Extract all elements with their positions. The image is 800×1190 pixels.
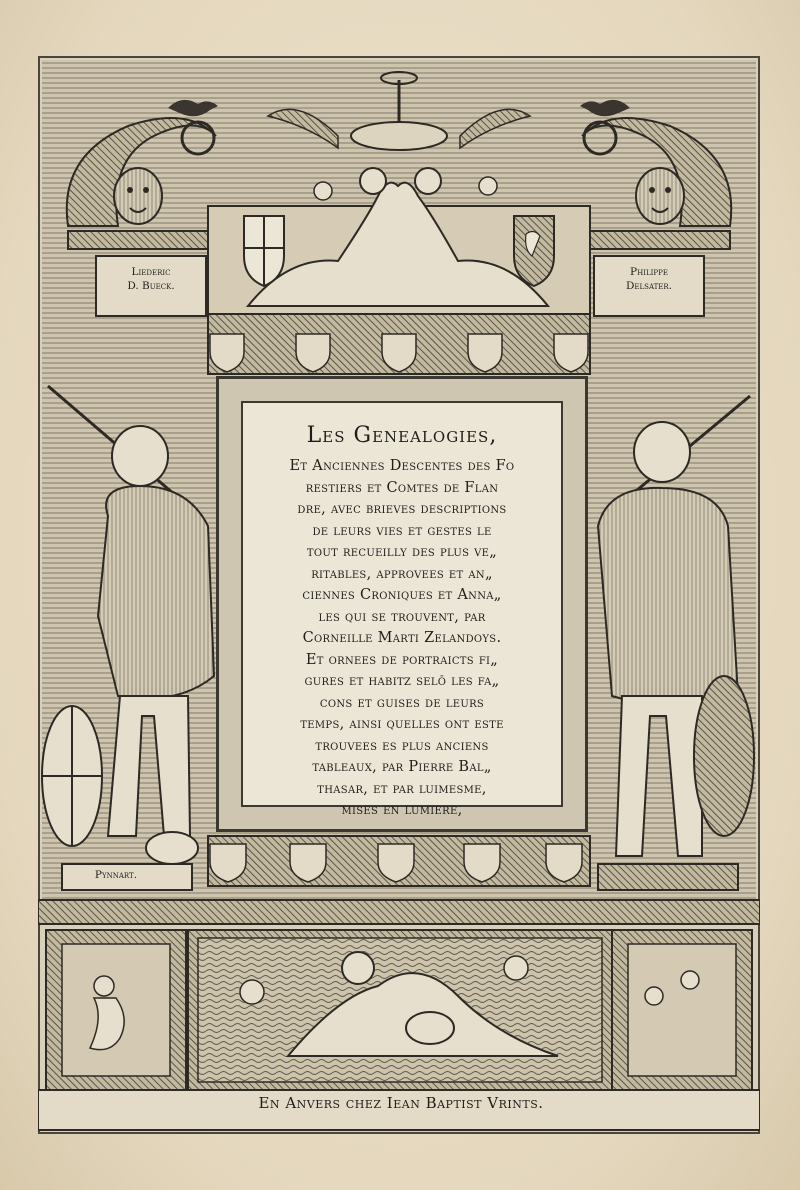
title-cartouche-inner — [241, 401, 563, 818]
body-line: Et Anciennes Descentes des Fo — [289, 458, 515, 474]
urn-icon — [406, 1012, 454, 1044]
right-capital — [580, 231, 730, 249]
title-cartouche — [216, 376, 588, 832]
body-line: tableaux, par Pierre Bal„ — [312, 759, 492, 775]
body-line: Corneille Marti Zelandoys. — [302, 630, 502, 646]
left-plaque-label — [96, 265, 206, 293]
river-god-head-icon — [342, 952, 374, 984]
imprint-line: En Anvers chez Iean Baptist Vrints. — [258, 1094, 544, 1112]
base-cornice — [38, 900, 760, 924]
body-line: thasar, et par luimesme, — [317, 780, 487, 797]
body-line: cons et guises de leurs — [319, 694, 485, 711]
right-pedestal — [598, 864, 738, 890]
book-title: Les Genealogies, — [306, 423, 498, 448]
body-line: trouvees es plus anciens — [315, 737, 489, 754]
body-line: restiers et Comtes de Flan — [305, 479, 499, 496]
right-plaque-label — [594, 265, 704, 293]
right-plaque-line: Philippe — [630, 266, 668, 278]
body-line: les qui se trouvent, par — [318, 608, 486, 625]
lion-mask-left-icon — [114, 168, 162, 224]
body-line: temps, ainsi quelles ont este — [300, 716, 504, 732]
body-line: gures et habitz selō les fa„ — [304, 673, 500, 689]
left-plaque-line: Liederic — [131, 266, 171, 278]
body-line: dre, avec brieves descriptions — [297, 501, 507, 517]
body-line: ciennes Croniques et Anna„ — [302, 587, 502, 603]
body-line: mises en lumiere, — [341, 802, 463, 818]
left-capital — [68, 231, 218, 249]
relief-figure-head-icon — [645, 987, 663, 1005]
body-line: Et ornees de portraicts fi„ — [305, 651, 499, 668]
shield-left-icon — [244, 216, 284, 286]
figures-relief-right — [628, 944, 736, 1076]
right-plaque-line: Delsater. — [625, 280, 673, 292]
putto-head-icon — [240, 980, 264, 1004]
engraver-signature: Pynnart. — [94, 869, 138, 881]
relief-figure-head-icon — [681, 971, 699, 989]
putto-head-icon — [504, 956, 528, 980]
body-line: ritables, approvees et an„ — [311, 565, 493, 582]
body-line: tout recueilly des plus ve„ — [306, 544, 498, 560]
lion-mask-right-icon — [636, 168, 684, 224]
left-plaque-line: D. Bueck. — [127, 280, 175, 292]
putto-head-icon — [94, 976, 114, 996]
shield-right-icon — [514, 216, 554, 286]
body-line: de leurs vies et gestes le — [312, 522, 492, 539]
